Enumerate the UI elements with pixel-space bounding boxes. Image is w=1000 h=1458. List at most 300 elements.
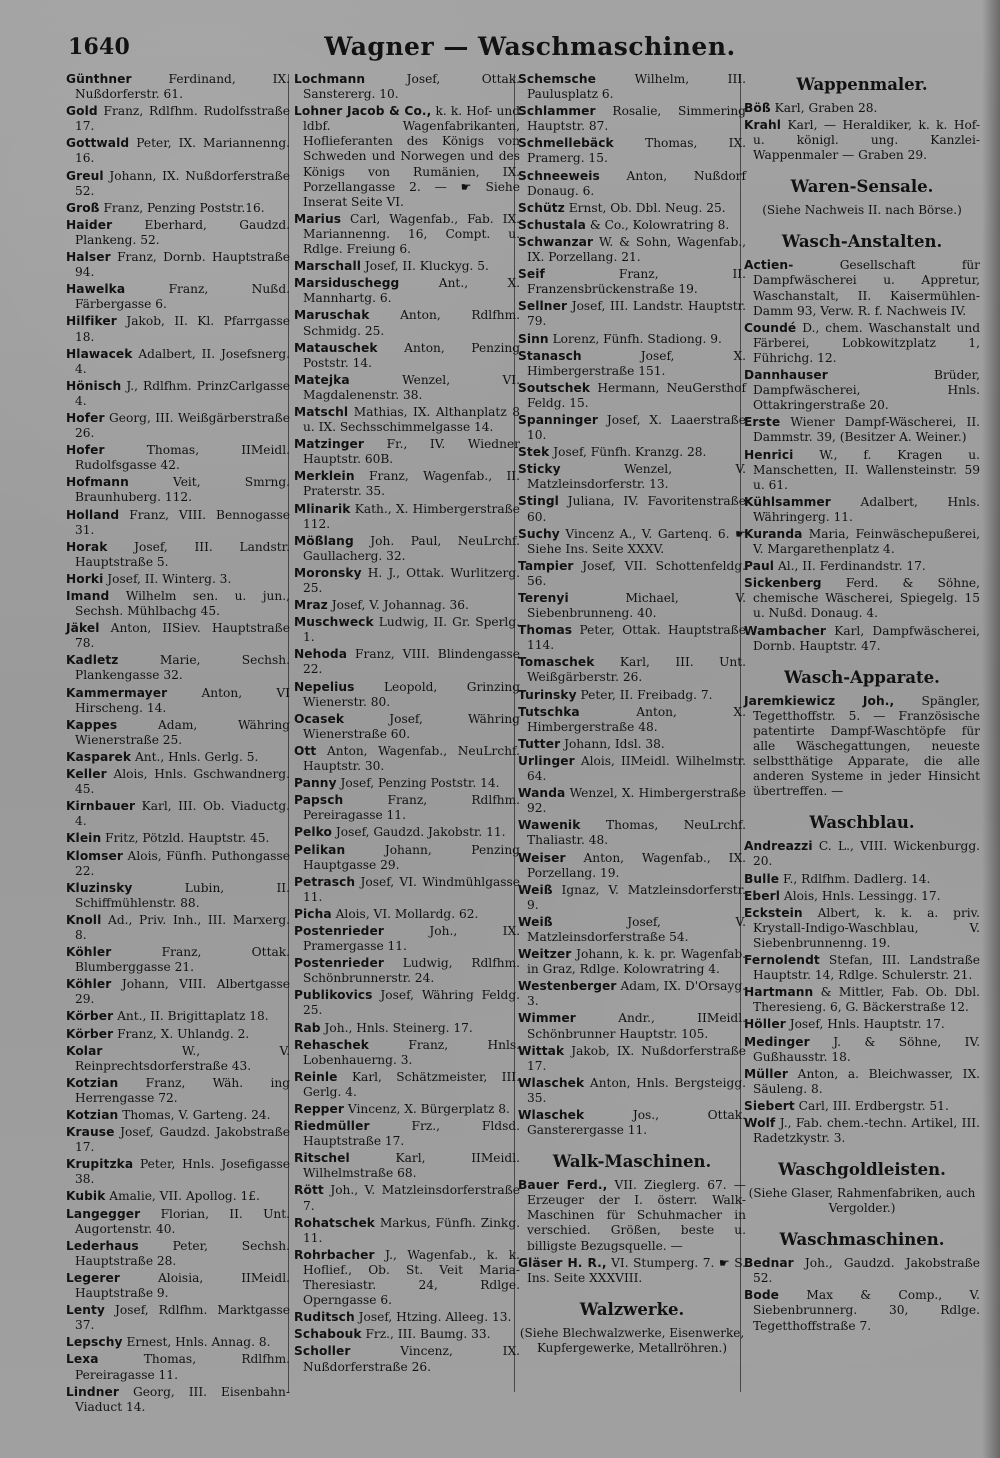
directory-entry <box>294 1151 520 1181</box>
entry-details: Josef, Hnls. Hauptstr. 17. <box>789 1017 945 1032</box>
entry-details: Fritz, Pötzld. Hauptstr. 45. <box>105 831 270 846</box>
entry-details: Eberhard, Gaudzd. Plankeng. 52. <box>75 217 290 247</box>
directory-entry <box>518 445 746 460</box>
entry-details: Josef, VII. Schottenfeldg. 56. <box>527 558 746 588</box>
entry-details: Albert, k. k. a. priv. Krystall-Indigo-Waschblau, V. Siebenbrunnenng. 19. <box>753 905 980 950</box>
entry-name: Körber <box>66 1026 114 1041</box>
entry-details: Adam, Währing Wienerstraße 25. <box>75 717 290 747</box>
entry-name: Kubik <box>66 1189 106 1204</box>
entry-name: Knoll <box>66 912 102 927</box>
directory-entry <box>66 379 290 409</box>
entry-details: Maria, Feinwäschepußerei, V. Margarethenplatz 4. <box>753 526 981 557</box>
entry-name: Hofer <box>66 410 105 425</box>
entry-name: Hofer <box>66 443 105 458</box>
entry-details: Thomas, V. Garteng. 24. <box>122 1108 271 1122</box>
directory-entry <box>744 872 980 887</box>
entry-details: Anton, Hnls. Bergsteigg. 35. <box>527 1075 747 1105</box>
entry-details: Max & Comp., V. Siebenbrunnerg. 30, Rdlge. Tegetthoffstraße 7. <box>753 1288 981 1333</box>
directory-entry <box>744 1256 980 1286</box>
entry-details: Rosalie, Simmering Hauptstr. 87. <box>527 104 746 134</box>
entry-details: Franz, Dornb. Hauptstraße 94. <box>75 250 290 280</box>
entry-details: Josef, Gaudzd. Jakobstraße 17. <box>75 1125 290 1155</box>
entry-name: Weiser <box>518 850 566 865</box>
section-heading: Waschblau. <box>809 813 915 833</box>
directory-entry <box>66 913 290 943</box>
directory-entry <box>66 831 290 846</box>
entry-name: Kadletz <box>66 653 119 668</box>
entry-name: Rohatschek <box>294 1215 376 1230</box>
directory-entry <box>66 475 290 505</box>
entry-name: Weiß <box>518 882 553 897</box>
entry-name: Matzinger <box>294 437 365 452</box>
entry-name: Turinsky <box>518 687 577 702</box>
entry-details: Anton, Nußdorf Donaug. 6. <box>527 168 746 198</box>
entry-details: Spängler, Tegetthoffstr. 5. — Französische patentirte Dampf-Waschtöpfe für alle Wäschegattungen, neueste selbstthätige Apparate, die alle anderen Systeme in jeder Hinsicht übertreffen. — <box>753 693 980 799</box>
entry-details: Andr., IIMeidl. Schönbrunner Hauptstr. 105. <box>527 1011 747 1041</box>
entry-details: Leopold, Grinzing Wienerstr. 80. <box>303 679 520 709</box>
directory-entry <box>294 469 520 499</box>
entry-details: Jos., Ottak. Gansterergasse 11. <box>527 1108 746 1138</box>
entry-details: Josef, VI. Windmühlgasse 11. <box>303 874 520 904</box>
entry-name: Müller <box>744 1066 789 1081</box>
entry-name: Urlinger <box>518 753 575 768</box>
entry-name: Wanda <box>518 786 566 801</box>
entry-details: Karl, III. Ob. Viaductg. 4. <box>75 799 290 829</box>
directory-entry <box>66 1271 290 1301</box>
entry-name: Kirnbauer <box>66 799 136 814</box>
entry-details: & Mittler, Fab. Ob. Dbl. Theresieng. 6, G. Bäckerstraße 12. <box>753 985 981 1015</box>
directory-entry <box>66 653 290 683</box>
entry-details: Mathias, IX. Althanplatz 8 u. IX. Sechsschimmelgasse 14. <box>303 404 521 435</box>
directory-entry <box>518 883 746 913</box>
directory-entry <box>294 212 520 257</box>
entry-name: Mraz <box>294 598 328 613</box>
entry-details: Vincenz, IX. Nußdorferstraße 26. <box>303 1344 520 1374</box>
entry-name: Sticky <box>518 462 561 477</box>
directory-entry <box>66 1076 290 1106</box>
entry-details: Jakob, II. Kl. Pfarrgasse 18. <box>75 314 290 344</box>
entry-details: Lorenz, Fünfh. Stadiong. 9. <box>552 331 722 346</box>
entry-details: Ernst, Ob. Dbl. Neug. 25. <box>568 200 726 215</box>
entry-details: Karl, — Heraldiker, k. k. Hof- u. königl. ung. Kanzlei-Wappenmaler — Graben 29. <box>753 118 980 163</box>
entry-details: Anton, Wagenfab., NeuLrchf. Hauptstr. 30. <box>303 743 520 774</box>
directory-entry <box>66 1207 290 1237</box>
entry-name: Reinle <box>294 1069 338 1084</box>
directory-entry <box>294 1183 520 1213</box>
directory-entry <box>294 1021 520 1036</box>
directory-entry <box>294 437 520 467</box>
entry-name: Bednar <box>744 1256 794 1271</box>
entry-name: Groß <box>66 200 100 215</box>
entry-name: Greul <box>66 168 104 183</box>
entry-details: Franz, Rdlfhm. Pereiragasse 11. <box>303 793 521 823</box>
directory-entry <box>518 623 746 653</box>
directory-entry <box>518 786 746 816</box>
directory-entry <box>294 502 520 532</box>
entry-details: Josef, X. Himbergerstraße 151. <box>527 348 746 378</box>
directory-entry <box>744 953 980 983</box>
entry-name: Paul <box>744 559 775 574</box>
entry-details: Josef, Währing Wienerstraße 60. <box>303 711 520 741</box>
directory-entry <box>518 413 746 443</box>
directory-entry <box>518 72 746 102</box>
entry-details: Thomas, Rdlfhm. Pereiragasse 11. <box>75 1352 290 1382</box>
section-heading: Wappenmaler. <box>796 75 928 94</box>
entry-name: Suchy <box>518 526 560 541</box>
entry-name: Repper <box>294 1102 344 1116</box>
entry-name: Sinn <box>518 331 549 346</box>
entry-details: Franz, Ottak. Blumberggasse 21. <box>75 945 290 975</box>
entry-details: Vincenz, X. Bürgerplatz 8. <box>347 1102 510 1116</box>
entry-name: Sickenberg <box>744 576 822 591</box>
entry-name: Lindner <box>66 1384 119 1399</box>
directory-entry <box>294 341 520 371</box>
entry-name: Lenty <box>66 1303 105 1318</box>
entry-details: Anton, VI Hirscheng. 14. <box>75 685 290 715</box>
entry-name: Terenyi <box>518 591 569 605</box>
directory-entry <box>66 881 290 911</box>
entry-details: W. & Sohn, Wagenfab., IX. Porzellang. 21. <box>527 234 746 265</box>
entry-details: Frz., Fldsd. Hauptstraße 17. <box>303 1119 520 1149</box>
entry-details: Aloisia, IIMeidl. Hauptstraße 9. <box>75 1270 290 1301</box>
directory-entry <box>66 1027 290 1042</box>
directory-entry <box>518 688 746 703</box>
entry-name: Schabouk <box>294 1327 362 1342</box>
entry-details: Ant., II. Brigittaplatz 18. <box>117 1009 269 1024</box>
entry-name: Panny <box>294 776 337 791</box>
entry-name: Wittak <box>518 1043 565 1058</box>
directory-entry <box>66 945 290 975</box>
entry-name: Maruschak <box>294 308 370 323</box>
entry-details: Lubin, II. Schiffmühlenstr. 88. <box>75 880 290 910</box>
directory-entry <box>518 1044 746 1074</box>
entry-name: Lexa <box>66 1352 99 1367</box>
entry-details: Stefan, III. Landstraße Hauptstr. 14, Rdlge. Schulerstr. 21. <box>753 953 980 983</box>
entry-name: Schustala <box>518 217 586 232</box>
entry-details: Peter, Ottak. Hauptstraße 114. <box>527 623 746 653</box>
directory-entry <box>294 1119 520 1149</box>
directory-entry <box>66 1385 290 1415</box>
directory-entry <box>66 443 290 473</box>
directory-entry <box>518 1178 746 1253</box>
entry-details: Franz, Wäh. ing Herrengasse 72. <box>75 1075 290 1105</box>
entry-details: Johann, Idsl. 38. <box>564 736 665 751</box>
directory-entry <box>518 737 746 752</box>
entry-name: Stingl <box>518 494 559 509</box>
entry-details: Karl, Dampfwäscherei, Dornb. Hauptstr. 47. <box>753 623 980 653</box>
column-1 <box>66 72 291 1414</box>
entry-details: Juliana, IV. Favoritenstraße 60. <box>527 494 746 524</box>
directory-entry <box>518 655 746 685</box>
entry-details: Anton, Wagenfab., IX. Porzellang. 19. <box>527 850 746 880</box>
entry-details: Franz, II. Franzensbrückenstraße 19. <box>527 267 746 297</box>
entry-details: Veit, Smrng. Braunhuberg. 112. <box>75 475 290 505</box>
section-heading: Walk-Maschinen. <box>552 1152 712 1172</box>
entry-name: Weitzer <box>518 947 572 962</box>
directory-entry <box>66 767 290 797</box>
entry-name: Eberl <box>744 888 781 903</box>
directory-entry <box>518 559 746 589</box>
entry-name: Rohrbacher <box>294 1247 375 1262</box>
entry-details: Fr., IV. Wiedner Hauptstr. 60B. <box>303 437 520 467</box>
entry-name: Papsch <box>294 793 344 808</box>
directory-entry <box>518 299 746 329</box>
directory-entry <box>66 621 290 651</box>
entry-details: Anton, a. Bleichwasser, IX. Säuleng. 8. <box>753 1066 981 1096</box>
entry-details: Anton, IISiev. Hauptstraße 78. <box>75 621 290 651</box>
directory-entry <box>66 1352 290 1382</box>
entry-details: Brüder, Dampfwäscherei, Hnls. Ottakringerstraße 20. <box>753 368 980 413</box>
entry-name: Andreazzi <box>744 839 813 854</box>
directory-entry <box>518 979 746 1009</box>
entry-details: Wenzel, X. Himbergerstraße 92. <box>527 786 746 816</box>
directory-entry <box>294 566 520 596</box>
entry-name: Moronsky <box>294 565 362 580</box>
directory-entry <box>518 104 746 134</box>
entry-name: Langegger <box>66 1206 141 1221</box>
directory-entry <box>518 1256 746 1286</box>
entry-name: Schlammer <box>518 104 596 119</box>
entry-details: Ad., Priv. Inh., III. Marxerg. 8. <box>75 912 291 942</box>
entry-name: Kotzian <box>66 1108 119 1122</box>
entry-details: Marie, Sechsh. Plankengasse 32. <box>75 653 290 683</box>
columns <box>66 72 981 1414</box>
column-4 <box>744 72 980 1392</box>
entry-name: Gottwald <box>66 136 130 151</box>
entry-details: Anton, X. Himbergerstraße 48. <box>527 704 746 734</box>
entry-details: Joh., Gaudzd. Jakobstraße 52. <box>753 1256 981 1286</box>
entry-details: VII. Zieglerg. 67. — Erzeuger der I. österr. Walk-Maschinen für Schuhmacher in verschied. Größen, beste u. billigste Bezugsquelle. — <box>527 1178 746 1253</box>
entry-name: Publikovics <box>294 988 373 1003</box>
entry-name: Erste <box>744 415 781 430</box>
entry-name: Dannhauser <box>744 368 828 383</box>
entry-name: Wimmer <box>518 1011 576 1026</box>
entry-name: Actien- <box>744 258 794 273</box>
entry-details: Franz, VIII. Blindengasse 22. <box>303 647 520 677</box>
entry-details: Carl, III. Erdbergstr. 51. <box>798 1098 949 1113</box>
directory-entry <box>518 349 746 379</box>
entry-name: Horak <box>66 539 108 554</box>
directory-entry <box>518 915 746 945</box>
entry-name: Pelko <box>294 825 333 840</box>
entry-details: Franz, Nußd. Färbergasse 6. <box>75 282 290 312</box>
entry-name: Wlaschek <box>518 1075 585 1090</box>
entry-details: Josef, Htzing. Alleeg. 13. <box>358 1310 512 1325</box>
directory-entry <box>294 988 520 1018</box>
directory-entry <box>66 1009 290 1024</box>
entry-details: Karl, IIMeidl. Wilhelmstraße 68. <box>303 1151 520 1181</box>
entry-name: Tutter <box>518 736 561 751</box>
entry-name: Siebert <box>744 1098 795 1113</box>
entry-details: Franz, Rdlfhm. Rudolfsstraße 17. <box>75 104 290 134</box>
entry-name: Schemsche <box>518 72 596 86</box>
directory-entry <box>294 373 520 403</box>
entry-name: Thomas <box>518 623 573 638</box>
entry-details: Joh. Paul, NeuLrchf. Gaullacherg. 32. <box>303 533 520 563</box>
entry-details: J., Fab. chem.-techn. Artikel, III. Radetzkystr. 3. <box>753 1115 980 1146</box>
entry-details: Ludwig, Rdlfhm. Schönbrunnerstr. 24. <box>303 956 520 986</box>
directory-entry <box>744 258 980 318</box>
directory-entry <box>66 1108 290 1123</box>
entry-name: Nehoda <box>294 647 348 662</box>
directory-entry <box>294 72 520 102</box>
directory-entry <box>294 1102 520 1117</box>
section-heading: Wasch-Anstalten. <box>781 232 943 252</box>
entry-details: Johann, k. k. pr. Wagenfab. in Graz, Rdlge. Kolowratring 4. <box>527 947 747 977</box>
directory-entry <box>518 462 746 492</box>
entry-details: Josef, Währing Feldg. 25. <box>303 988 520 1018</box>
directory-entry <box>294 1327 520 1342</box>
entry-name: Kotzian <box>66 1075 119 1090</box>
section-heading: Waren-Sensale. <box>790 177 934 197</box>
entry-details: Ant., Hnls. Gerlg. 5. <box>134 749 259 764</box>
entry-name: Pelikan <box>294 842 346 857</box>
entry-name: Spanninger <box>518 412 598 427</box>
directory-entry <box>66 1157 290 1187</box>
entry-name: Hofmann <box>66 475 129 490</box>
column-3 <box>518 72 746 1392</box>
entry-name: Halser <box>66 250 111 265</box>
entry-details: Alois, IIMeidl. Wilhelmstr. 64. <box>527 753 746 784</box>
entry-name: Keller <box>66 767 107 782</box>
directory-entry <box>744 1035 980 1065</box>
directory-entry <box>518 381 746 411</box>
directory-entry <box>518 591 746 621</box>
entry-details: Johann, Penzing Hauptgasse 29. <box>303 842 520 872</box>
entry-details: D., chem. Waschanstalt und Färberei, Lobkowitzplatz 1, Führichg. 12. <box>753 320 980 365</box>
entry-details: Josef, V. Johannag. 36. <box>331 598 469 613</box>
entry-name: Mlinarik <box>294 501 351 516</box>
directory-entry <box>66 540 290 570</box>
entry-details: W., f. Kragen u. Manschetten, II. Wallensteinstr. 59 u. 61. <box>753 447 980 492</box>
entry-name: Merklein <box>294 469 355 484</box>
directory-entry <box>744 889 980 904</box>
entry-details: Thomas, IIMeidl. Rudolfsgasse 42. <box>75 443 290 473</box>
directory-entry <box>744 368 980 413</box>
page-header: Wagner — Waschmaschinen. <box>324 32 736 61</box>
entry-details: Michael, V. Siebenbrunneng. 40. <box>527 591 746 621</box>
entry-details: Karl, Graben 28. <box>774 101 878 115</box>
entry-name: Klein <box>66 831 102 846</box>
entry-name: Köhler <box>66 945 112 960</box>
entry-name: Kluzinsky <box>66 880 133 895</box>
entry-details: Josef, III. Landstr. Hauptstraße 5. <box>75 539 290 569</box>
entry-details: Frz., III. Baumg. 33. <box>365 1327 491 1342</box>
entry-details: Peter, II. Freibadg. 7. <box>580 687 713 702</box>
entry-details: & Co., Kolowratring 8. <box>589 217 730 232</box>
section-note: (Siehe Blechwalzwerke, Eisenwerke, Kupfergewerke, Metallröhren.) <box>519 1325 745 1355</box>
directory-entry <box>518 1108 746 1138</box>
directory-entry <box>744 101 980 116</box>
entry-details: Wenzel, V. Matzleinsdorferstr. 13. <box>527 462 747 492</box>
directory-entry <box>66 1044 290 1074</box>
entry-name: Lochmann <box>294 72 366 86</box>
entry-name: Ocasek <box>294 711 345 726</box>
entry-name: Gläser H. R., <box>518 1255 607 1270</box>
section-note: (Siehe Glaser, Rahmenfabriken, auch Vergolder.) <box>748 1186 976 1216</box>
entry-name: Rött <box>294 1183 324 1198</box>
directory-entry <box>518 235 746 265</box>
entry-name: Weiß <box>518 914 553 929</box>
entry-details: Peter, Hnls. Josefigasse 38. <box>75 1157 291 1187</box>
directory-entry <box>66 136 290 166</box>
directory-entry <box>744 694 980 800</box>
entry-name: Bode <box>744 1288 780 1303</box>
directory-entry <box>744 1288 980 1333</box>
entry-details: F., Rdlfhm. Dadlerg. 14. <box>782 871 931 886</box>
entry-details: Carl, Wagenfab., Fab. IX. Mariannenng. 16, Compt. u. Rdlge. Freiung 6. <box>303 211 520 257</box>
entry-name: Wolf <box>744 1115 776 1130</box>
entry-details: Hermann, NeuGersthof Feldg. 15. <box>527 380 746 410</box>
directory-entry <box>744 495 980 525</box>
directory-entry <box>66 718 290 748</box>
entry-details: Anton, Penzing Poststr. 14. <box>303 340 520 370</box>
directory-entry <box>66 201 290 216</box>
entry-name: Soutschek <box>518 380 591 395</box>
entry-details: Florian, II. Unt. Augortenstr. 40. <box>75 1206 290 1236</box>
entry-name: Matschl <box>294 404 349 419</box>
entry-details: Jakob, IX. Nußdorferstraße 17. <box>527 1043 747 1073</box>
entry-details: Al., II. Ferdinandstr. 17. <box>777 559 926 574</box>
entry-name: Gold <box>66 104 98 119</box>
directory-entry <box>744 118 980 163</box>
entry-name: Schmellebäck <box>518 136 614 151</box>
entry-details: Joh., Hnls. Steinerg. 17. <box>324 1020 473 1035</box>
entry-details: Ernest, Hnls. Annag. 8. <box>126 1335 271 1350</box>
entry-name: Nepelius <box>294 679 355 694</box>
entry-details: Wilhelm, III. Paulusplatz 6. <box>527 72 746 102</box>
entry-details: Alois, Fünfh. Puthongasse 22. <box>75 848 290 878</box>
directory-entry <box>66 282 290 312</box>
directory-entry <box>66 799 290 829</box>
entry-details: Josef, Gaudzd. Jakobstr. 11. <box>335 825 506 840</box>
directory-entry <box>744 1067 980 1097</box>
directory-entry <box>294 1248 520 1308</box>
directory-entry <box>518 851 746 881</box>
entry-details: Peter, Sechsh. Hauptstraße 28. <box>75 1238 290 1268</box>
entry-details: Ant., X. Mannhartg. 6. <box>303 276 520 306</box>
entry-name: Rehaschek <box>294 1037 369 1052</box>
directory-entry <box>66 849 290 879</box>
directory-entry <box>294 308 520 338</box>
entry-name: Henrici <box>744 447 794 462</box>
directory-entry <box>294 276 520 306</box>
entry-name: Tampier <box>518 558 574 573</box>
entry-name: Postenrieder <box>294 956 384 971</box>
entry-details: Ferd. & Söhne, chemische Wäscherei, Spiegelg. 15 u. Nußd. Donaug. 4. <box>753 576 980 621</box>
entry-details: Alois, Hnls. Gschwandnerg. 45. <box>75 767 290 797</box>
directory-entry <box>66 572 290 587</box>
entry-name: Legerer <box>66 1270 121 1285</box>
directory-entry <box>294 712 520 742</box>
entry-name: Eckstein <box>744 905 803 920</box>
directory-entry <box>744 985 980 1015</box>
entry-name: Mößlang <box>294 533 354 548</box>
directory-entry <box>744 1017 980 1032</box>
entry-details: Gesellschaft für Dampfwäscherei u. Appretur, Waschanstalt, II. Kaisermühlen-Damm 93, Verw. R. f. Nachweis IV. <box>753 258 980 318</box>
entry-details: Adam, IX. D'Orsayg. 3. <box>527 979 746 1009</box>
directory-entry <box>744 839 980 869</box>
directory-entry <box>66 589 290 619</box>
entry-name: Fernolendt <box>744 953 820 968</box>
entry-details: Josef, II. Kluckyg. 5. <box>364 259 489 274</box>
entry-details: Adalbert, Hnls. Währingerg. 11. <box>753 494 980 524</box>
directory-entry <box>744 1099 980 1114</box>
entry-name: Wlaschek <box>518 1108 585 1122</box>
entry-name: Bulle <box>744 871 780 886</box>
entry-name: Kammermayer <box>66 685 168 700</box>
entry-name: Muschweck <box>294 615 374 630</box>
